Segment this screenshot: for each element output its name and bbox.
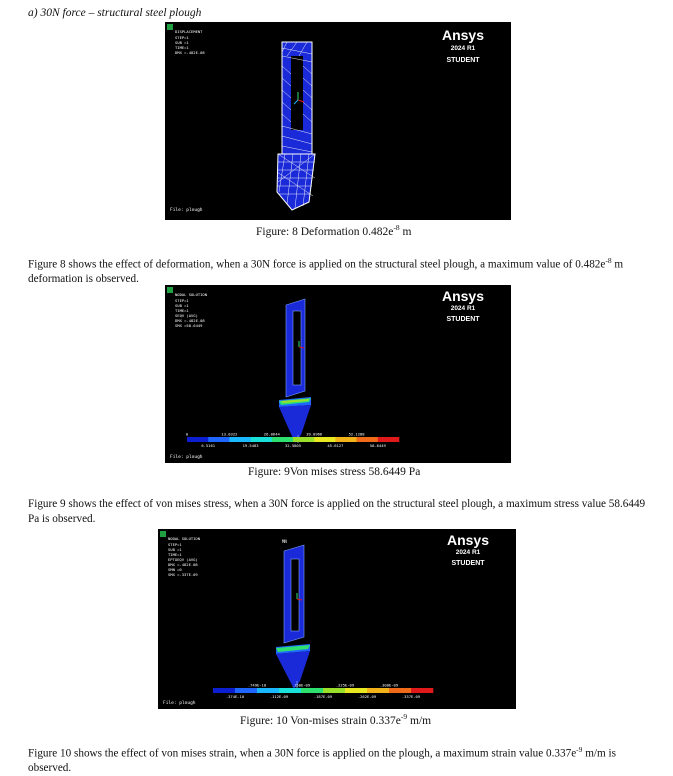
legend-tick-label: .112E-09 (269, 694, 289, 699)
fig9-header-line: SUB =1 (175, 303, 189, 308)
figure-10-von-mises-strain (158, 529, 516, 709)
fig8-header-line: DISPLACEMENT (175, 29, 203, 34)
fig10-header-line: EPTOEQV (AVG) (168, 557, 198, 562)
figure-8-deformation (165, 22, 511, 220)
figure-10-paragraph: Figure 10 shows the effect of von mises strain, when a 30N force is applied on the plough, a maximum strain value $0.337e^{-9}$ m/m is observed. (28, 745, 616, 775)
fig9-header-line: STEP=1 (175, 298, 189, 303)
fig10-header-line: NODAL SOLUTION (168, 536, 201, 541)
legend-tick-label: 13.0322 (221, 431, 238, 437)
figure-10-caption: Figure: 10 Von-mises strain $0.337e^{-9}$ m/m (240, 712, 432, 727)
legend-tick-label: 32.5805 (284, 443, 302, 448)
figure-9-paragraph: Figure 9 shows the effect of von mises stress, when a 30N force is applied on the structural steel plough, a maximum stress value 58.6449 Pa is observed. (28, 498, 646, 525)
section-heading: a) 30N force – structural steel plough (28, 7, 202, 19)
legend-color-band (367, 688, 389, 693)
legend-color-band (335, 437, 357, 442)
fig10-header-line: STEP=1 (168, 542, 182, 547)
fig10-header-line: SMN =0 (168, 567, 182, 572)
file-label: File: plough (170, 208, 203, 213)
fig10-header-line: DMX =.482E-08 (168, 562, 198, 567)
svg-text:2024 R1: 2024 R1 (450, 305, 476, 312)
legend-tick-label: 0 (185, 431, 189, 437)
legend-color-band (279, 688, 301, 693)
legend-tick-label: 58.6449 (369, 443, 386, 448)
legend-color-band (251, 437, 273, 442)
legend-color-band (345, 688, 367, 693)
legend-color-band (314, 437, 336, 442)
legend-color-band (378, 437, 400, 442)
legend-tick-label: 39.0966 (306, 431, 323, 437)
legend-color-band (229, 437, 251, 442)
legend-color-band (272, 437, 294, 442)
fig9-header-line: TIME=1 (175, 308, 189, 313)
svg-text:2024 R1: 2024 R1 (450, 45, 476, 52)
fig9-header-line: DMX =.482E-08 (175, 318, 205, 323)
legend-color-band (389, 688, 411, 693)
svg-text:STUDENT: STUDENT (451, 560, 485, 567)
legend-color-band (235, 688, 257, 693)
figure-9-von-mises-stress (165, 285, 511, 463)
svg-text:STUDENT: STUDENT (446, 316, 480, 323)
fig8-header-line: STEP=1 (175, 35, 189, 40)
figure-8-caption: Figure: 8 Deformation $0.482e^{-8}$ m (256, 223, 412, 238)
legend-color-band (213, 688, 235, 693)
legend-tick-label: .150E-09 (291, 682, 311, 688)
file-label: File: plough (170, 455, 203, 460)
legend-tick-label: .187E-09 (313, 694, 333, 699)
ansys-logo: Ansys (441, 27, 485, 43)
fig8-header-line: SUB =1 (175, 40, 189, 45)
fig9-header-line: NODAL SOLUTION (175, 292, 208, 297)
legend-tick-label: .225E-09 (335, 682, 355, 688)
legend-color-band (357, 437, 379, 442)
legend-color-band (187, 437, 209, 442)
legend-color-band (323, 688, 345, 693)
legend-tick-label: 6.5161 (201, 443, 216, 448)
fig10-header-line: SUB =1 (168, 547, 182, 552)
legend-color-band (257, 688, 279, 693)
mn-label: MN (282, 539, 287, 544)
file-label: File: plough (163, 701, 196, 706)
legend-color-band (293, 437, 315, 442)
fig10-header-line: SMX =.337E-09 (168, 572, 198, 577)
svg-text:STUDENT: STUDENT (446, 57, 480, 64)
ansys-logo: Ansys (441, 288, 485, 304)
svg-text:2024 R1: 2024 R1 (455, 549, 481, 556)
legend-tick-label: .262E-09 (357, 694, 377, 699)
legend-tick-label: 26.0644 (263, 431, 280, 437)
legend-tick-label: .749E-10 (247, 682, 267, 688)
ansys-logo: Ansys (446, 532, 490, 548)
figure-8-paragraph: Figure 8 shows the effect of deformation, when a 30N force is applied on the structural steel plough, a maximum value of $0.482e^{-8}$ m deformation is observed. (28, 256, 624, 286)
legend-tick-label: 19.5483 (242, 443, 259, 448)
figure-9-caption: Figure: 9Von mises stress 58.6449 Pa (248, 466, 421, 478)
fig8-header-line: TIME=1 (175, 45, 189, 50)
plough-mesh-model (277, 42, 315, 210)
legend-tick-label: 45.6127 (327, 443, 344, 448)
legend-tick-label: .374E-10 (225, 694, 245, 699)
legend-color-band (411, 688, 433, 693)
fig10-header-line: TIME=1 (168, 552, 182, 557)
legend-tick-label: .337E-09 (401, 694, 421, 699)
legend-tick-label: 52.1288 (348, 431, 365, 437)
legend-color-band (208, 437, 230, 442)
fig9-header-line: SEQV (AVG) (175, 313, 198, 318)
fig8-header-line: DMX =.482E-08 (175, 50, 205, 55)
legend-tick-label: .300E-09 (379, 682, 399, 688)
legend-color-band (301, 688, 323, 693)
fig9-header-line: SMX =58.6449 (175, 323, 203, 328)
